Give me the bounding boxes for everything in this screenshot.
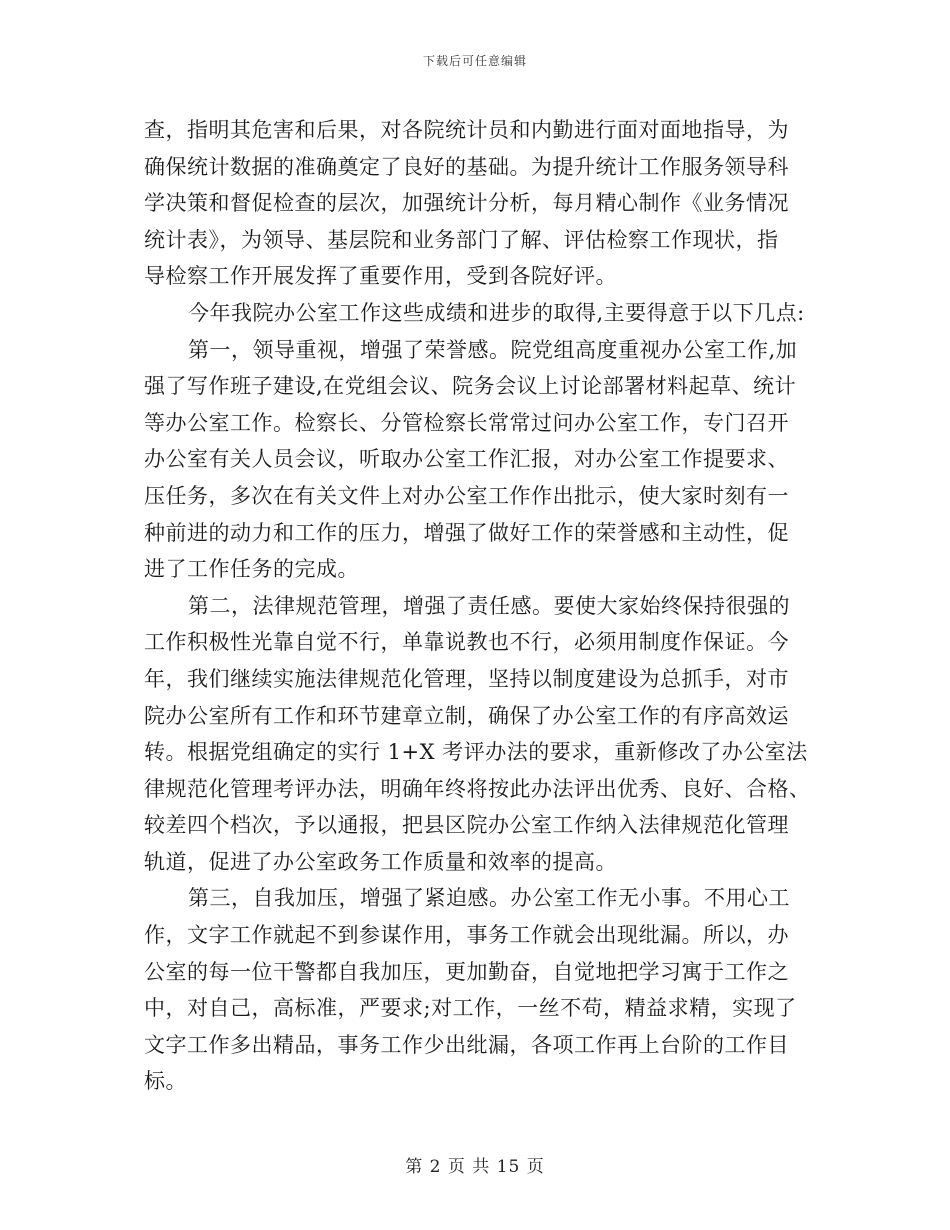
text-line: 作，文字工作就起不到参谋作用，事务工作就会出现纰漏。所以，办 — [144, 923, 789, 948]
text-line: 公室的每一位干警都自我加压，更加勤奋，自觉地把学习寓于工作之 — [144, 959, 789, 984]
text-line: 工作积极性光靠自觉不行，单靠说教也不行，必须用制度作保证。今 — [144, 630, 789, 655]
text-line: 文字工作多出精品，事务工作少出纰漏，各项工作再上台阶的工作目 — [144, 1032, 789, 1057]
text-line: 较差四个档次，予以通报，把县区院办公室工作纳入法律规范化管理 — [144, 813, 789, 838]
text-line: 中，对自己，高标准，严要求;对工作，一丝不苟，精益求精，实现了 — [144, 996, 797, 1021]
text-line: 第二，法律规范管理，增强了责任感。要使大家始终保持很强的 — [188, 593, 790, 618]
header-note: 下载后可任意编辑 — [422, 54, 527, 68]
text-line: 转。根据党组确定的实行 1+X 考评办法的要求，重新修改了办公室法 — [144, 740, 808, 765]
text-line: 学决策和督促检查的层次，加强统计分析，每月精心制作《业务情况 — [144, 191, 789, 216]
page-number: 第 2 页 共 15 页 — [405, 1157, 545, 1177]
text-line: 第三，自我加压，增强了紧迫感。办公室工作无小事。不用心工 — [188, 886, 790, 911]
text-line: 种前进的动力和工作的压力，增强了做好工作的荣誉感和主动性，促 — [144, 520, 789, 545]
text-line: 压任务，多次在有关文件上对办公室工作作出批示，使大家时刻有一 — [144, 483, 789, 508]
text-line: 强了写作班子建设,在党组会议、院务会议上讨论部署材料起草、统计 — [144, 374, 797, 399]
text-line: 标。 — [144, 1069, 187, 1094]
text-line: 进了工作任务的完成。 — [144, 557, 359, 582]
text-line: 确保统计数据的准确奠定了良好的基础。为提升统计工作服务领导科 — [144, 154, 789, 179]
text-line: 统计表》，为领导、基层院和业务部门了解、评估检察工作现状，指 — [144, 227, 779, 252]
text-line: 办公室有关人员会议，听取办公室工作汇报，对办公室工作提要求、 — [144, 447, 789, 472]
text-line: 查，指明其危害和后果，对各院统计员和内勤进行面对面地指导，为 — [144, 118, 789, 142]
text-line: 第一，领导重视，增强了荣誉感。院党组高度重视办公室工作,加 — [188, 337, 798, 362]
text-line: 年，我们继续实施法律规范化管理，坚持以制度建设为总抓手，对市 — [144, 666, 789, 691]
text-line: 等办公室工作。检察长、分管检察长常常过问办公室工作，专门召开 — [144, 410, 789, 435]
text-line: 律规范化管理考评办法，明确年终将按此办法评出优秀、良好、合格、 — [144, 776, 811, 801]
document-body — [144, 112, 824, 1100]
text-line: 轨道，促进了办公室政务工作质量和效率的提高。 — [144, 849, 617, 874]
text-line: 院办公室所有工作和环节建章立制，确保了办公室工作的有序高效运 — [144, 703, 789, 728]
text-line: 导检察工作开展发挥了重要作用，受到各院好评。 — [144, 264, 617, 289]
text-line: 今年我院办公室工作这些成绩和进步的取得,主要得意于以下几点: — [188, 300, 805, 325]
